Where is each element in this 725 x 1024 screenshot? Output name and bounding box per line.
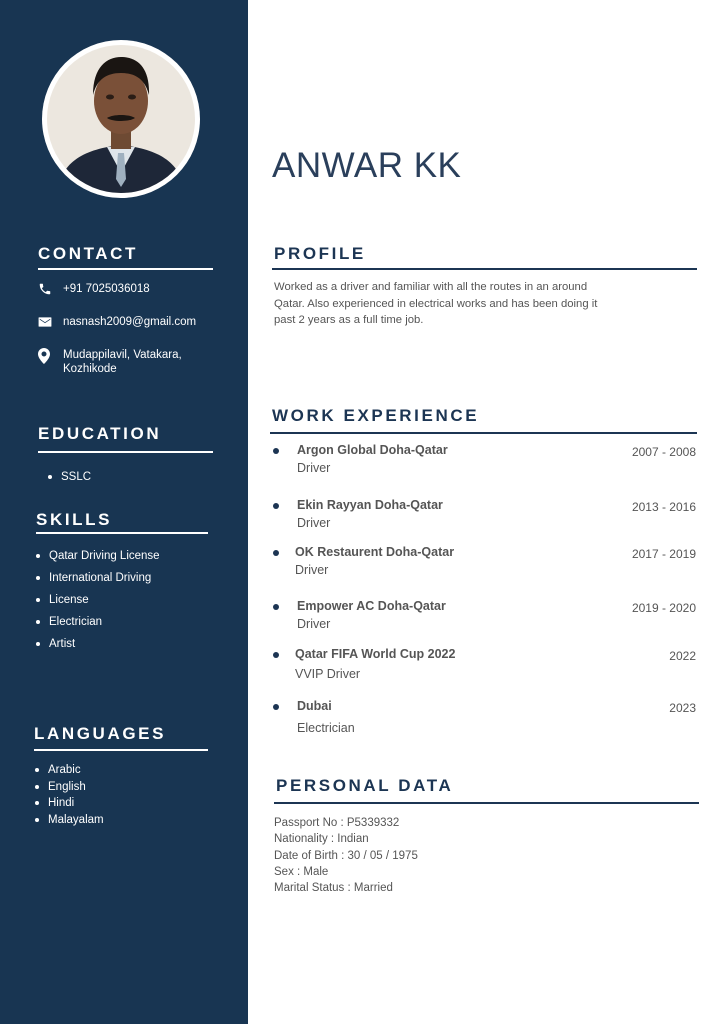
work-experience-divider <box>270 432 697 434</box>
education-list <box>48 469 91 485</box>
job-entry <box>270 599 696 639</box>
job-entry <box>270 443 696 483</box>
language-item: Arabic <box>35 762 104 779</box>
skill-item: International Driving <box>36 567 160 589</box>
skill-item: License <box>36 589 160 611</box>
contact-email <box>38 315 196 329</box>
bullet <box>273 550 279 556</box>
job-role: VVIP Driver <box>295 667 361 681</box>
marital-status: Marital Status : Married <box>274 882 393 895</box>
candidate-name: ANWAR KK <box>272 146 462 185</box>
contact-divider <box>38 268 213 270</box>
bullet <box>273 704 279 710</box>
profile-summary <box>274 279 629 329</box>
languages-divider <box>34 749 208 751</box>
job-company: Ekin Rayyan Doha-Qatar <box>297 498 443 512</box>
profile-photo <box>47 45 195 193</box>
skill-item: Electrician <box>36 611 160 633</box>
bullet <box>273 604 279 610</box>
contact-heading: CONTACT <box>38 244 139 263</box>
education-heading: EDUCATION <box>38 424 162 443</box>
address-text <box>63 348 182 376</box>
job-role: Electrician <box>297 721 355 735</box>
profile-divider <box>272 268 697 270</box>
job-entry <box>270 699 696 739</box>
job-entry <box>270 545 696 585</box>
email-icon <box>38 315 54 329</box>
phone-icon <box>38 282 54 296</box>
profile-line: Worked as a driver and familiar with all the routes in an around <box>274 281 588 293</box>
profile-line: Qatar. Also experienced in electrical works and has been doing it <box>274 297 598 310</box>
bullet <box>273 448 279 454</box>
languages-list <box>35 762 104 828</box>
skill-item: Artist <box>36 633 160 655</box>
profile-photo-frame <box>42 40 200 198</box>
job-role: Driver <box>297 461 331 475</box>
profile-line: past 2 years as a full time job. <box>274 314 424 326</box>
contact-address <box>38 348 182 376</box>
address-line-1: Mudappilavil, Vatakara, <box>63 349 182 361</box>
work-experience-heading: WORK EXPERIENCE <box>272 406 480 425</box>
contact-phone <box>38 282 150 296</box>
education-item: SSLC <box>48 469 91 485</box>
skill-item: Qatar Driving License <box>36 545 160 567</box>
job-years: 2022 <box>669 649 696 663</box>
skills-divider <box>36 532 208 534</box>
job-years: 2013 - 2016 <box>631 500 696 514</box>
languages-heading: LANGUAGES <box>34 724 167 743</box>
job-years: 2017 - 2019 <box>631 547 696 561</box>
job-role: Driver <box>297 516 331 530</box>
address-line-2: Kozhikode <box>63 363 117 375</box>
nationality: Nationality : Indian <box>274 833 369 846</box>
job-company: OK Restaurent Doha-Qatar <box>295 545 455 559</box>
personal-data-heading: PERSONAL DATA <box>276 776 454 795</box>
language-item: Hindi <box>35 795 104 812</box>
education-divider <box>38 451 213 453</box>
job-company: Empower AC Doha-Qatar <box>297 599 446 613</box>
skills-list <box>36 545 160 655</box>
job-entry <box>270 498 696 538</box>
job-company: Dubai <box>297 699 332 713</box>
sidebar <box>0 0 248 1024</box>
job-company: Qatar FIFA World Cup 2022 <box>295 647 456 661</box>
job-years: 2023 <box>669 701 696 715</box>
personal-data <box>274 815 418 896</box>
passport-number: Passport No : P5339332 <box>274 817 400 829</box>
language-item: English <box>35 779 104 796</box>
email-address[interactable]: nasnash2009@gmail.com <box>63 316 197 328</box>
job-years: 2019 - 2020 <box>631 601 696 615</box>
bullet <box>273 503 279 509</box>
job-years: 2007 - 2008 <box>631 445 696 459</box>
skills-heading: SKILLS <box>36 510 113 529</box>
job-entry <box>270 647 696 687</box>
job-company: Argon Global Doha-Qatar <box>297 443 448 457</box>
sex: Sex : Male <box>274 865 329 878</box>
date-of-birth: Date of Birth : 30 / 05 / 1975 <box>274 849 418 862</box>
profile-heading: PROFILE <box>274 244 366 263</box>
bullet <box>273 652 279 658</box>
job-role: Driver <box>297 617 331 631</box>
personal-data-divider <box>274 802 699 804</box>
location-pin-icon <box>38 348 54 362</box>
phone-number[interactable]: +91 7025036018 <box>63 283 150 295</box>
job-role: Driver <box>295 563 329 577</box>
language-item: Malayalam <box>35 812 104 829</box>
